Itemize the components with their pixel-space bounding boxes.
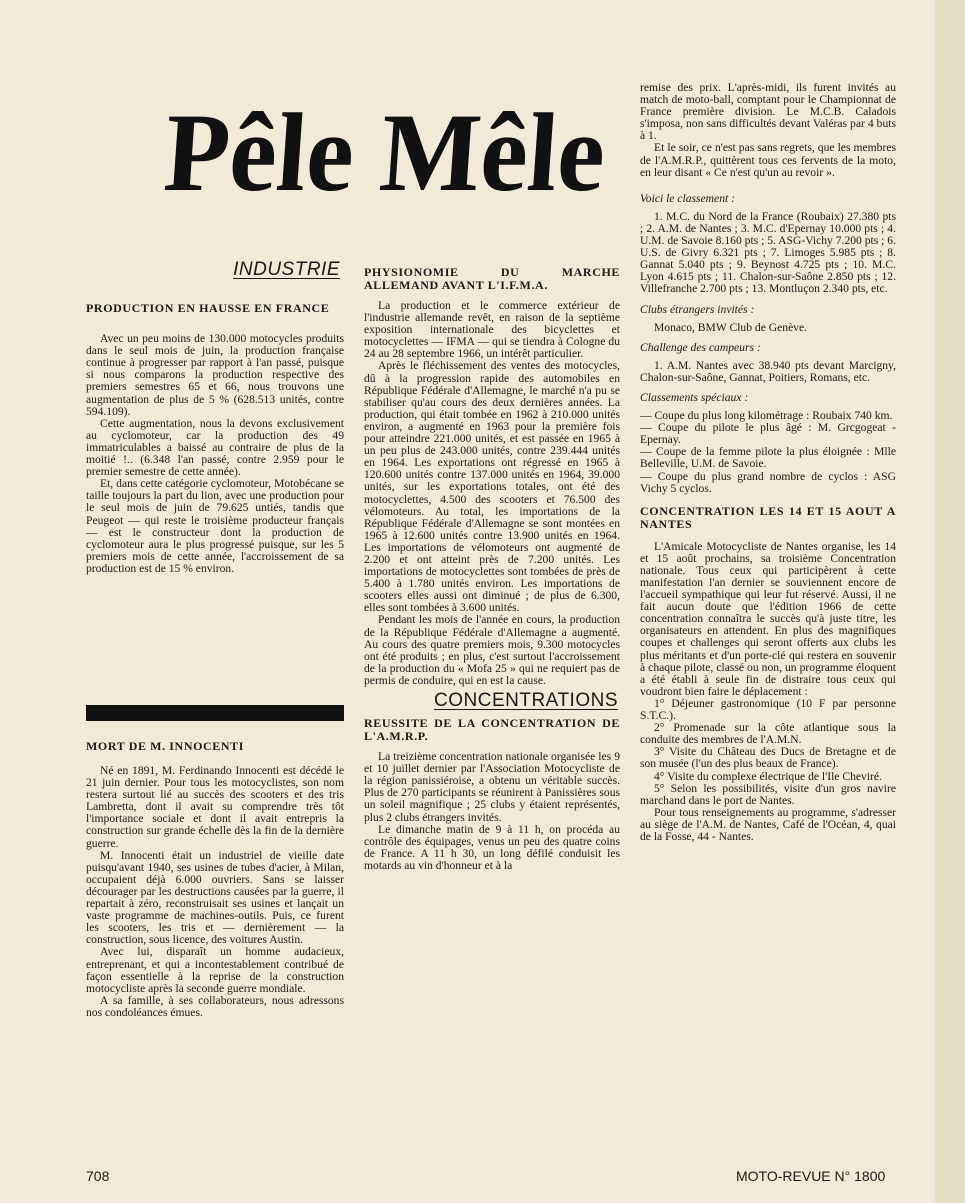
program-item: 4° Visite du complexe électrique de l'Ile Cheviré. — [654, 769, 882, 783]
paragraph: Après le fléchissement des ventes des motocycles, dû à la progression rapide des automobiles en République Fédérale d'Allemagne, le marché n'a pu se stabiliser qu'au cours des deux dernières années. La production, qui était tombée en 1962 à 210.000 unités environ, a augmenté en 1963 pour la première fois pour atteindre 221.000 unités, et est passée en 1965 à un peu plus de 243.000 unités, contre 239.444 unités en 1964. Les exportations ont régressé en 1965 à 120.600 unités contre 137.000 unités en 1964, 39.000 unités, sur les exportations totales, ont été des motocyclettes, 4.500 des scooters et 76.500 des vélomoteurs. Au total, les importations de la République Fédérale d'Allemagne se sont montées en 1965 à 12.600 unités contre 13.900 unités en 1964. Les importations de vélomoteurs ont augmenté de 2.200 et ont atteint près de 7.200 unités. Les importations de motocyclettes sont tombées de près de 5.400 à 1.780 unités environ. Les importations de scooters elles aussi ont diminué ; de plus de 6.300, elles sont tombées à 3.600 unités. — [364, 359, 620, 615]
black-divider-bar — [86, 705, 344, 721]
paragraph: La treizième concentration nationale organisée les 9 et 10 juillet dernier par l'Association Motocycliste de la région panissiéroise, a obtenu un véritable succès. Plus de 270 participants se réunirent à Panissières sous un soleil magnifique ; 25 clubs y étaient représentés, plus 2 clubs étrangers invités. — [364, 750, 620, 824]
label-challenge: Challenge des campeurs : — [640, 340, 761, 354]
column-1 — [86, 259, 344, 575]
program-item: 2° Promenade sur la côte atlantique sous la conduite des membres de l'A.M.N. — [640, 721, 896, 747]
special-item: — Coupe du pilote le plus âgé : M. Grcgogeat - Epernay. — [640, 421, 896, 447]
paragraph: Et, dans cette catégorie cyclomoteur, Motobécane se taille toujours la part du lion, avec une production pour le seul mois de juin de 79.625 untiés, tandis que Peugeot — qui reste le troisième producteur français — est le constructeur dont la production de cyclomoteur aura le plus progressé puisque, sur les 5 premiers mois de cette année, l'accroissement de sa production est de 15 % environ. — [86, 477, 344, 575]
paragraph: Né en 1891, M. Ferdinando Innocenti est décédé le 21 juin dernier. Pour tous les motocyclistes, son nom restera surtout lié au succès des scooters et des tris Lambretta, dont il avait su comprendre très tôt l'importance sociale et dont il avait entrepris la construction sur grande échelle dès la fin de la dernière guerre. — [86, 764, 344, 850]
special-item: — Coupe du plus grand nombre de cyclos : ASG Vichy 5 cyclos. — [640, 469, 896, 495]
title-text: Pêle Mêle — [160, 91, 620, 212]
program-item: 1° Déjeuner gastronomique (10 F par personne S.T.C.). — [640, 696, 896, 723]
paragraph: M. Innocenti était un industriel de vieille date puisqu'avant 1940, ses usines de tubes d'acier, à Milan, occupaient déjà 6.000 ouvriers. Sans se laisser décourager par les destructions causées par la guerre, il repartait à zéro, reconstruisait ses usines et lançait un vaste programme de machines-outils. Puis, ce furent les scooters, les tris et — dernièrement — la construction, sous licence, des voitures Austin. — [86, 848, 344, 947]
page-number: 708 — [86, 1168, 110, 1184]
heading-physionomie: PHYSIONOMIE DU MARCHE ALLEMAND AVANT L'I.F.M.A. — [364, 265, 620, 292]
heading-production: PRODUCTION EN HAUSSE EN FRANCE — [86, 301, 330, 316]
magazine-issue: MOTO-REVUE N° 1800 — [736, 1168, 886, 1184]
special-item: — Coupe du plus long kilométrage : Roubaix 740 km. — [640, 409, 893, 423]
label-speciaux: Classements spéciaux : — [640, 390, 749, 404]
program-item: 5° Selon les possibilités, visite d'un gros navire marchand dans le port de Nantes. — [640, 781, 896, 807]
challenge-text: 1. A.M. Nantes avec 38.940 pts devant Marcigny, Chalon-sur-Saône, Gannat, Poitiers, Romans, etc. — [640, 358, 896, 384]
page-edge — [935, 0, 965, 1203]
heading-innocenti: MORT DE M. INNOCENTI — [86, 739, 245, 753]
paragraph: Avec lui, disparaît un homme audacieux, entreprenant, et qui a incontestablement contribué de façon essentielle à la reprise de la construction motocycliste après la seconde guerre mondiale. — [86, 945, 344, 995]
column-2 — [364, 266, 620, 872]
paragraph: A sa famille, à ses collaborateurs, nous adressons nos condoléances émues. — [86, 993, 344, 1019]
section-concentrations: CONCENTRATIONS — [434, 690, 618, 711]
label-classement: Voici le classement : — [640, 191, 735, 205]
label-clubs: Clubs étrangers invités : — [640, 302, 755, 316]
column-3 — [640, 82, 896, 843]
title-logo — [160, 82, 620, 212]
paragraph: L'Amicale Motocycliste de Nantes organise, les 14 et 15 août prochains, sa troisième Concentration nationale. Tous ceux qui participèrent à cette manifestation l'an dernier se souviennent encore de l'accueil sympathique qui leur fut réservé. Aussi, il ne fait aucun doute que l'édition 1966 de cette concentration connaîtra le succès qu'à juste titre, les organisateurs en attendent. En plus des magnifiques coupes et challenges qui seront offerts aux clubs les plus méritants et d'un porte-clé qui restera en souvenir à chaque pilote, classé ou non, un programme éloquent a été établi à seule fin de distraire tous ceux qui voudront bien faire le déplacement : — [640, 539, 896, 698]
paragraph: Avec un peu moins de 130.000 motocycles produits dans le seul mois de juin, la production française continue à progresser par rapport à l'an passé, puisque si nous comparons la production respective des premiers semestres 65 et 66, nous trouvons une augmentation de plus de 5 % (628.513 unités, contre 594.109). — [86, 332, 344, 418]
classement-list: 1. M.C. du Nord de la France (Roubaix) 27.380 pts ; 2. A.M. de Nantes ; 3. M.C. d'Epernay 10.000 pts ; 4. U.M. de Savoie 8.160 pts ; 5. ASG-Vichy 7.200 pts ; 6. U.S. de Givry 6.321 pts ; 7. Limoges 5.985 pts ; 8. Gannat 5.040 pts ; 9. Beynost 4.725 pts ; 10. M.C. Lyon 4.615 pts ; 11. Chalon-sur-Saône 2.850 pts ; 12. Villefranche 2.700 pts ; 13. Montluçon 2.340 pts, etc. — [640, 209, 896, 296]
program-item: 3° Visite du Château des Ducs de Bretagne et de son musée (l'un des plus beaux de France). — [640, 745, 896, 771]
paragraph: Pour tous renseignements au programme, s'adresser au siège de l'A.M. de Nantes, Café de l'Océan, 4, quai de la Fosse, 44 - Nantes. — [640, 805, 896, 843]
section-industrie: INDUSTRIE — [233, 259, 340, 280]
paragraph: remise des prix. L'après-midi, ils furent invités au match de moto-ball, comptant pour le Championnat de France première division. Le M.C.B. Caladois s'imposa, non sans difficultés devant Valéras par 4 buts à 1. — [640, 81, 896, 143]
heading-nantes: CONCENTRATION LES 14 ET 15 AOUT A NANTES — [640, 503, 896, 531]
paragraph: Pendant les mois de l'année en cours, la production de la République Fédérale d'Allemagne a augmenté. Au cours des quatre premiers mois, 9.300 motocycles ont été produits ; en plus, c'est surtout l'accroissement de la production du « Mofa 25 » qui ne requiert pas de permis de conduire, qui en est la cause. — [364, 613, 620, 687]
page-title — [160, 82, 620, 212]
column-1-lower — [86, 740, 344, 1019]
special-item: — Coupe de la femme pilote la plus éloignée : Mlle Belleville, U.M. de Savoie. — [640, 445, 896, 471]
paragraph: La production et le commerce extérieur de l'industrie allemande revêt, en raison de la septième exposition internationale des bicyclettes et motocyclettes — IFMA — qui se tiendra à Cologne du 24 au 28 septembre 1966, un intérêt particulier. — [364, 299, 620, 361]
paragraph: Le dimanche matin de 9 à 11 h, on procéda au contrôle des équipages, venus un peu des quatre coins de France. A 11 h 30, un long défilé conduisit les motards au vin d'honneur et à la — [364, 822, 620, 872]
clubs-text: Monaco, BMW Club de Genève. — [654, 320, 808, 334]
paragraph: Cette augmentation, nous la devons exclusivement au cyclomoteur, car la production des 49 immatriculables a baissé au contraire de plus de la moitié !.. (6.348 l'an passé, contre 2.959 pour le premier semestre de cette année). — [86, 416, 344, 479]
heading-reussite: REUSSITE DE LA CONCENTRATION DE L'A.M.R.P. — [364, 716, 620, 744]
paragraph: Et le soir, ce n'est pas sans regrets, que les membres de l'A.M.R.P., quittèrent tous ces fervents de la moto, en leur disant « Ce n'est qu'un au revoir ». — [640, 141, 896, 179]
